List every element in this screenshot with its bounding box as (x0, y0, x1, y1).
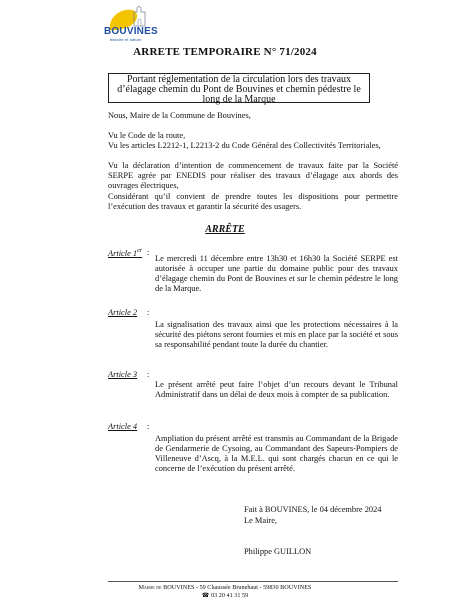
article-4-label: Article 4 (108, 422, 138, 431)
footer-phone: 03 20 41 31 59 (211, 592, 249, 599)
preamble-vu-articles: Vu les articles L2212-1, L2213-2 du Code Général des Collectivités Territoriales, (108, 141, 381, 150)
article-2-label: Article 2 (108, 308, 138, 317)
logo-text: BOUVINES (104, 26, 158, 37)
phone-icon: ☎ (201, 592, 210, 599)
preamble-intro: Nous, Maire de la Commune de Bouvines, (108, 111, 251, 120)
footer-address (0, 584, 450, 591)
arrete-heading: ARRÊTE (205, 224, 245, 235)
article-3-label: Article 3 (108, 370, 138, 379)
preamble-considerant: Considérant qu’il convient de prendre toutes les dispositions pour permettre l’exécution des travaux et garantir la sécurité des usagers. (108, 192, 398, 211)
signature-role: Le Maire, (244, 516, 278, 525)
document-title: ARRETE TEMPORAIRE N° 71/2024 (133, 46, 317, 58)
footer-mairie: Mairie de BOUVINES (138, 584, 195, 591)
article-3-colon: : (147, 370, 150, 379)
logo-subtitle: histoire et nature (110, 37, 142, 42)
footer-street: - 59 Chaussée Brunehaut - 59830 BOUVINES (194, 584, 312, 591)
signature-place-date: Fait à BOUVINES, le 04 décembre 2024 (244, 505, 382, 514)
article-1-body: Le mercredi 11 décembre entre 13h30 et 16h30 la Société SERPE est autorisée à occuper une partie du domaine public pour des travaux d’élagage chemin du Pont de Bouvines et sur le chemin pédestre le long de la Marque. (155, 254, 398, 293)
preamble-vu-declaration: Vu la déclaration d’intention de commencement de travaux faite par la Société SERPE agrée par ENEDIS pour réaliser des travaux d’élagage aux abords des ouvrages électriques, (108, 161, 398, 190)
article-4-colon: : (147, 422, 150, 431)
footer-phone-line (0, 592, 450, 599)
article-1-label: Article 1er (108, 248, 143, 258)
subject-box: Portant réglementation de la circulation lors des travaux d’élagage chemin du Pont de Bouvines et chemin pédestre le long de la Marque (108, 73, 370, 103)
preamble-vu-code-route: Vu le Code de la route, (108, 131, 186, 140)
article-1-colon: : (147, 248, 150, 257)
article-4-body: Ampliation du présent arrêté est transmis au Commandant de la Brigade de Gendarmerie de Cysoing, au Commandant des Sapeurs-Pompiers de Villeneuve d’Ascq, à la M.E.L. qui sont chargés chacun en ce qui le concerne de l’exécution du présent arrêté. (155, 434, 398, 473)
article-3-body: Le présent arrêté peut faire l’objet d’un recours devant le Tribunal Administratif dans un délai de deux mois à compter de sa publication. (155, 380, 398, 399)
footer-divider (108, 581, 398, 582)
article-2-colon: : (147, 308, 150, 317)
signature-name: Philippe GUILLON (244, 547, 312, 556)
article-2-body: La signalisation des travaux ainsi que les protections nécessaires à la sécurité des piétons seront fournies et mis en place par la société et sous sa responsabilité pendant toute la durée du chantier. (155, 320, 398, 349)
